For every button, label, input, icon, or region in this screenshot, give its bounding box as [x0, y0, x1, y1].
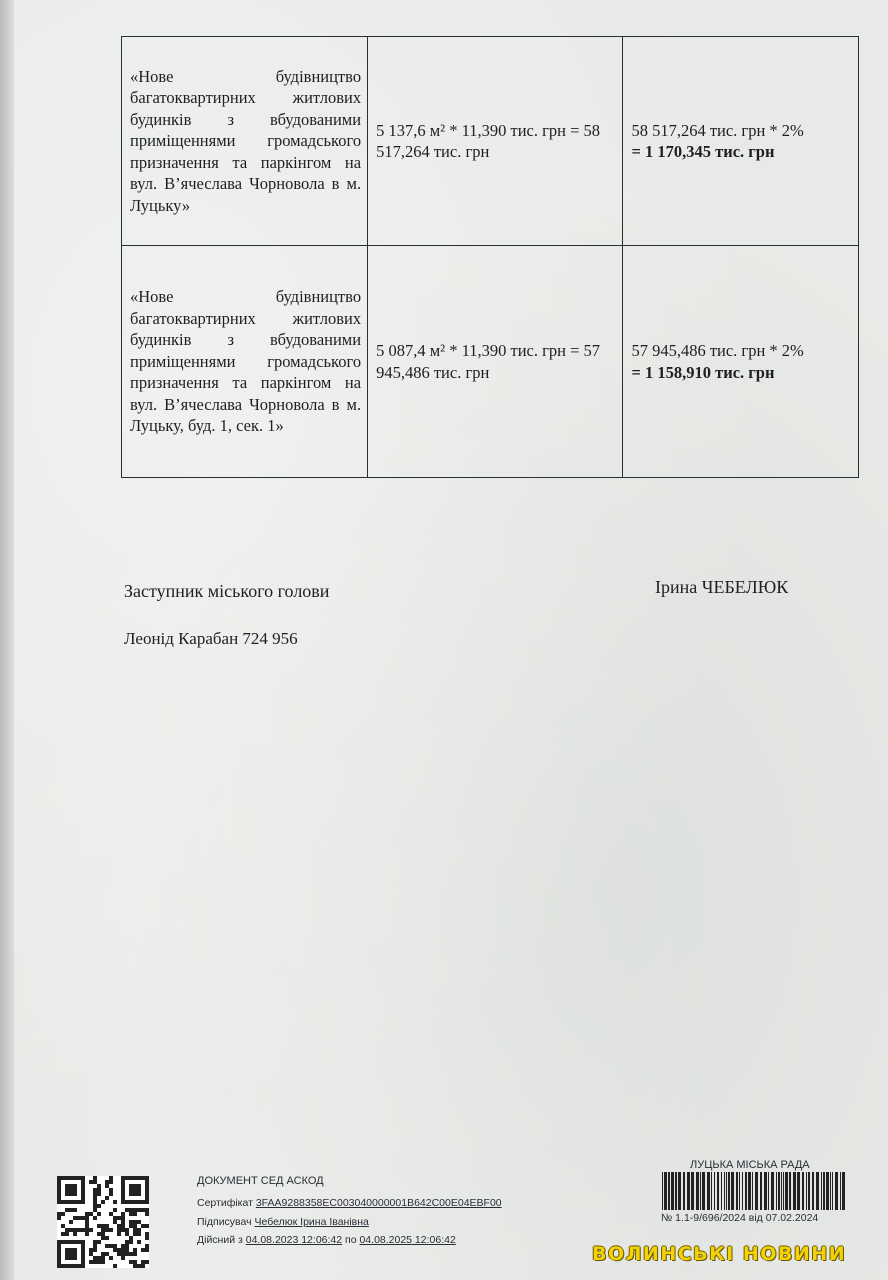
e-signature-block — [197, 1172, 502, 1249]
certificate-label: Сертифікат — [197, 1197, 253, 1210]
calc-cell: 5 087,4 м² * 11,390 тис. грн = 57 945,486 тис. грн — [368, 246, 623, 478]
council-name: ЛУЦЬКА МІСЬКА РАДА — [690, 1159, 810, 1171]
signer-line — [197, 1213, 502, 1231]
result-formula: 58 517,264 тис. грн * 2% — [631, 120, 804, 140]
table-row — [122, 246, 859, 478]
paper-edge — [0, 0, 14, 1280]
object-cell: «Нове будівництво багатоквартирних житлових будинків з вбудованими приміщеннями громадського призначення та паркінгом на вул. В’ячеслава Чорновола в м. Луцьку» — [122, 37, 368, 246]
signatory-position: Заступник міського голови — [124, 581, 330, 601]
validity-line — [197, 1231, 502, 1249]
valid-from-label: Дійсний з — [197, 1234, 243, 1246]
result-total: = 1 158,910 тис. грн — [631, 362, 775, 382]
barcode-icon — [660, 1172, 850, 1212]
registration-number: № 1.1-9/696/2024 від 07.02.2024 — [661, 1212, 819, 1224]
valid-from-value: 04.08.2023 12:06:42 — [245, 1234, 343, 1246]
result-cell — [623, 246, 859, 478]
object-cell: «Нове будівництво багатоквартирних житлових будинків з вбудованими приміщеннями громадського призначення та паркінгом на вул. В’ячеслава Чорновола в м. Луцьку, буд. 1, сек. 1» — [122, 246, 368, 478]
table-row — [122, 37, 859, 246]
certificate-line — [197, 1194, 502, 1212]
watermark-logo: ВОЛИНСЬКІ НОВИНИ — [592, 1243, 847, 1265]
doc-system-heading: ДОКУМЕНТ СЕД АСКОД — [197, 1175, 324, 1187]
executor-contact: Леонід Карабан 724 956 — [124, 629, 298, 648]
signer-label: Підписувач — [197, 1215, 252, 1228]
signatory-name: Ірина ЧЕБЕЛЮК — [655, 577, 789, 597]
certificate-value: 3FAA9288358EC003040000001B642C00E04EBF00 — [255, 1197, 502, 1210]
result-total: = 1 170,345 тис. грн — [631, 142, 775, 161]
valid-to-label: по — [345, 1234, 357, 1246]
result-formula: 57 945,486 тис. грн * 2% — [631, 341, 804, 361]
signer-value: Чебелюк Ірина Іванівна — [254, 1215, 369, 1228]
calc-cell: 5 137,6 м² * 11,390 тис. грн = 58 517,264 тис. грн — [368, 37, 623, 246]
qr-code-icon — [57, 1176, 149, 1268]
result-cell — [623, 37, 859, 246]
calculation-table — [121, 36, 859, 478]
valid-to-value: 04.08.2025 12:06:42 — [359, 1234, 456, 1246]
